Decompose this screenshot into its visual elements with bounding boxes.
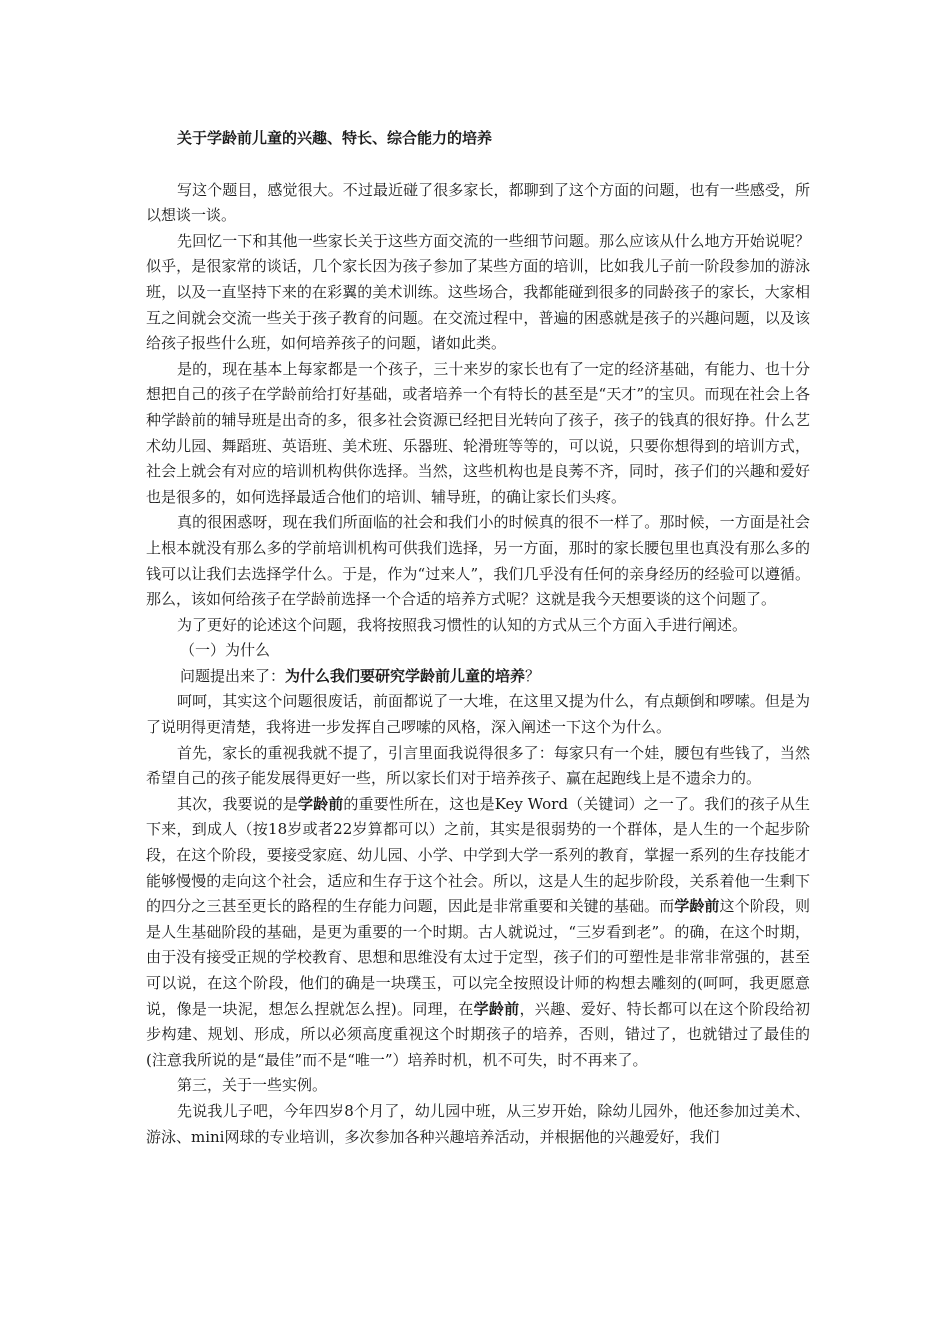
paragraph: 第三，关于一些实例。 bbox=[177, 1076, 328, 1095]
question-suffix: ？ bbox=[525, 666, 541, 685]
bold-keyword: 学龄前 bbox=[473, 999, 520, 1018]
bold-keyword: 学龄前 bbox=[674, 897, 720, 916]
text-run: 的重要性所在，这也是Key Word（关键词）之一了。我们的孩子从生下来，到成人（按18岁或者22岁算都可以）之前，其实是很弱势的一个群体，是人生的一个起步阶段，在这个阶段，要接受家庭、幼儿园、小学、中学到大学一系列的教育，掌握一系列的生存技能才能够慢慢的走向这个社会，适应和生存于这个社会。所以，这是人生的起步阶段，关系着他一生剩下的四分之三甚至更长的路程的生存能力问题，因此是非常重要和关键的基础。而 bbox=[146, 794, 810, 916]
bold-keyword: 学龄前 bbox=[298, 794, 344, 813]
paragraph: 真的很困惑呀，现在我们所面临的社会和我们小的时候真的很不一样了。那时候，一方面是社会上根本就没有那么多的学前培训机构可供我们选择，另一方面，那时的家长腰包里也真没有那么多的钱可以让我们去选择学什么。于是，作为“过来人”，我们几乎没有任何的亲身经历的经验可以遵循。那么，该如何给孩子在学龄前选择一个合适的培养方式呢？这就是我今天想要谈的这个问题了。 bbox=[146, 513, 810, 609]
question-bold: 为什么我们要研究学龄前儿童的培养 bbox=[285, 666, 526, 685]
section-heading: （一）为什么 bbox=[180, 641, 271, 660]
question-prefix: 问题提出来了： bbox=[180, 666, 286, 685]
text-run: 这个阶段，则是人生基础阶段的基础，是更为重要的一个时期。古人就说过，“三岁看到老”。的确，在这个时期，由于没有接受正规的学校教育、思想和思维没有太过于定型，孩子们的可塑性是非常非常强的，甚至可以说，在这个阶段，他们的确是一块璞玉，可以完全按照设计师的构想去雕刻的(呵呵，我更愿意说，像是一块泥，想怎么捏就怎么捏)。同理，在 bbox=[146, 897, 810, 1018]
text-run: ，兴趣、爱好、特长都可以在这个阶段给初步构建、规划、形成，所以必须高度重视这个时期孩子的培养，否则，错过了，也就错过了最佳的(注意我所说的是“最佳”而不是“唯一”）培养时机，机不可失，时不再来了。 bbox=[146, 999, 810, 1069]
paragraph: 先说我儿子吧，今年四岁8个月了，幼儿园中班，从三岁开始，除幼儿园外，他还参加过美术、游泳、mini网球的专业培训，多次参加各种兴趣培养活动，并根据他的兴趣爱好，我们 bbox=[146, 1101, 810, 1146]
text-run: 其次，我要说的是 bbox=[177, 794, 299, 813]
paragraph: 是的，现在基本上每家都是一个孩子，三十来岁的家长也有了一定的经济基础，有能力、也十分想把自己的孩子在学龄前给打好基础，或者培养一个有特长的甚至是“天才”的宝贝。而现在社会上各种学龄前的辅导班是出奇的多，很多社会资源已经把目光转向了孩子，孩子的钱真的很好挣。什么艺术幼儿园、舞蹈班、英语班、美术班、乐器班、轮滑班等等的，可以说，只要你想得到的培训方式，社会上就会有对应的培训机构供你选择。当然，这些机构也是良莠不齐，同时，孩子们的兴趣和爱好也是很多的，如何选择最适合他们的培训、辅导班，的确让家长们头疼。 bbox=[146, 359, 810, 506]
paragraph bbox=[146, 792, 810, 1074]
paragraph: 为了更好的论述这个问题，我将按照我习惯性的认知的方式从三个方面入手进行阐述。 bbox=[177, 615, 748, 634]
paragraph: 写这个题目，感觉很大。不过最近碰了很多家长，都聊到了这个方面的问题，也有一些感受，所以想谈一谈。 bbox=[146, 180, 810, 225]
document-title: 关于学龄前儿童的兴趣、特长、综合能力的培养 bbox=[177, 129, 493, 147]
question-line bbox=[146, 664, 810, 690]
document-body bbox=[146, 126, 810, 1150]
paragraph: 呵呵，其实这个问题很废话，前面都说了一大堆，在这里又提为什么，有点颠倒和啰嗦。但是为了说明得更清楚，我将进一步发挥自己啰嗦的风格，深入阐述一下这个为什么。 bbox=[146, 692, 810, 737]
paragraph: 首先，家长的重视我就不提了，引言里面我说得很多了：每家只有一个娃，腰包有些钱了，当然希望自己的孩子能发展得更好一些，所以家长们对于培养孩子、赢在起跑线上是不遗余力的。 bbox=[146, 743, 810, 788]
paragraph: 先回忆一下和其他一些家长关于这些方面交流的一些细节问题。那么应该从什么地方开始说呢？似乎，是很家常的谈话，几个家长因为孩子参加了某些方面的培训，比如我儿子前一阶段参加的游泳班，以及一直坚持下来的在彩翼的美术训练。这些场合，我都能碰到很多的同龄孩子的家长，大家相互之间就会交流一些关于孩子教育的问题。在交流过程中，普遍的困惑就是孩子的兴趣问题，以及该给孩子报些什么班，如何培养孩子的问题，诸如此类。 bbox=[146, 231, 810, 353]
